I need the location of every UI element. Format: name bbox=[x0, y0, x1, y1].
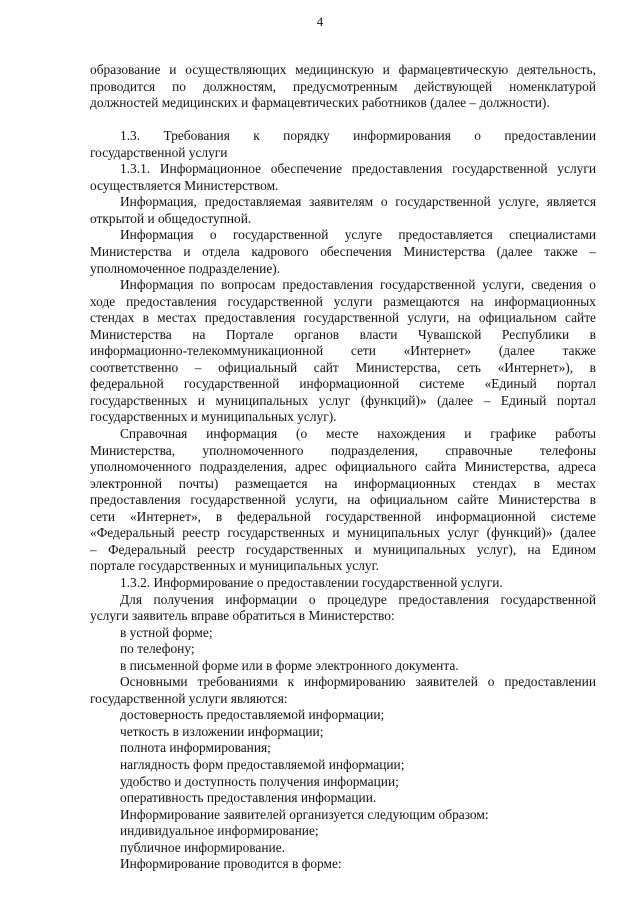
page-number: 4 bbox=[316, 14, 324, 29]
text-line: информационно-телекоммуникационной сети «Интернет» (далее также bbox=[90, 343, 596, 359]
text-line: федеральной государственной информационной системе «Единый портал bbox=[90, 376, 596, 392]
body-text bbox=[90, 62, 596, 873]
text-line: четкость в изложении информации; bbox=[120, 723, 324, 739]
text-line: соответственно – официальный сайт Министерства, сеть «Интернет»), в bbox=[90, 359, 596, 375]
text-line: Для получения информации о процедуре предоставления государственной bbox=[120, 591, 596, 607]
text-line: полнота информирования; bbox=[120, 740, 271, 756]
text-line: Информирование заявителей организуется следующим образом: bbox=[120, 806, 489, 822]
text-line: достоверность предоставляемой информации; bbox=[120, 707, 385, 723]
text-line: удобство и доступность получения информации; bbox=[120, 773, 399, 789]
text-line: услуги заявитель вправе обратиться в Министерство: bbox=[90, 608, 395, 624]
text-line: стендах в местах предоставления государственной услуги, на официальном сайте bbox=[90, 310, 596, 326]
text-line: публичное информирование. bbox=[120, 839, 286, 855]
text-line: портале государственных и муниципальных услуг. bbox=[90, 558, 379, 574]
text-line: Справочная информация (о месте нахождения и графике работы bbox=[120, 426, 596, 442]
text-line: уполномоченное подразделение). bbox=[90, 260, 281, 276]
text-line: Информация о государственной услуге предоставляется специалистами bbox=[120, 227, 596, 243]
text-line: наглядность форм предоставляемой информации; bbox=[120, 756, 405, 772]
text-line: предоставления государственной услуги, на официальном сайте Министерства в bbox=[90, 492, 596, 508]
text-line: осуществляется Министерством. bbox=[90, 177, 279, 193]
text-line: государственных и муниципальных услуг). bbox=[90, 409, 337, 425]
text-line: сети «Интернет», в федеральной государственной информационной системе bbox=[90, 508, 596, 524]
text-line: открытой и общедоступной. bbox=[90, 210, 252, 226]
text-line: оперативность предоставления информации. bbox=[120, 790, 377, 806]
text-line: образование и осуществляющих медицинскую и фармацевтическую деятельность, bbox=[90, 62, 596, 77]
text-line: должностей медицинских и фармацевтических работников (далее – должности). bbox=[90, 95, 550, 111]
text-line: – Федеральный реестр государственных и муниципальных услуг), на Едином bbox=[90, 541, 596, 557]
text-line: государственной услуги bbox=[90, 144, 228, 160]
blank-line bbox=[90, 112, 596, 129]
text-line: в письменной форме или в форме электронного документа. bbox=[120, 657, 459, 673]
text-line: 1.3.1. Информационное обеспечение предоставления государственной услуги bbox=[120, 161, 596, 177]
text-line: «Федеральный реестр государственных и муниципальных услуг (функций)» (далее bbox=[90, 525, 596, 541]
text-line: в устной форме; bbox=[120, 624, 213, 640]
text-line: проводится по должностям, предусмотренным действующей номенклатурой bbox=[90, 78, 596, 94]
text-line: электронной почты) размещается на информационных стендах в местах bbox=[90, 475, 596, 491]
text-line: Информация по вопросам предоставления государственной услуги, сведения о bbox=[120, 277, 596, 293]
text-line: 1.3. Требования к порядку информирования о предоставлении bbox=[120, 128, 596, 144]
text-line: Министерства и отдела кадрового обеспечения Министерства (далее также – bbox=[90, 244, 596, 260]
text-line: государственных и муниципальных услуг (функций)» (далее – Единый портал bbox=[90, 392, 596, 408]
text-line: Информирование проводится в форме: bbox=[120, 856, 342, 872]
text-line: 1.3.2. Информирование о предоставлении государственной услуги. bbox=[120, 574, 503, 590]
text-line: Министерства на Портале органов власти Чувашской Республики в bbox=[90, 326, 596, 342]
text-line: ходе предоставления государственной услуги размещаются на информационных bbox=[90, 293, 596, 309]
text-line: по телефону; bbox=[120, 641, 195, 657]
text-line: Информация, предоставляемая заявителям о государственной услуге, является bbox=[120, 194, 596, 210]
text-line: уполномоченного подразделения, адрес официального сайта Министерства, адреса bbox=[90, 459, 596, 475]
text-line: государственной услуги являются: bbox=[90, 690, 288, 706]
text-line: Основными требованиями к информированию заявителей о предоставлении bbox=[120, 674, 596, 690]
text-line: Министерства, уполномоченного подразделения, справочные телефоны bbox=[90, 442, 596, 458]
text-line: индивидуальное информирование; bbox=[120, 823, 319, 839]
